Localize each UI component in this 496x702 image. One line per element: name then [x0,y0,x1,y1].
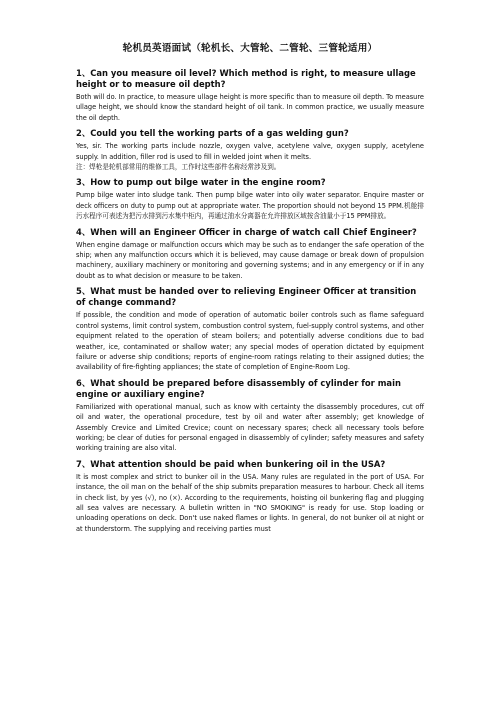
answer-2 [76,141,424,172]
question-3: 3、How to pump out bilge water in the engine room? [76,177,326,188]
qa-section-6 [76,378,424,454]
answer-4: When engine damage or malfunction occurs which may be such as to endanger the safe operation of the ship; when any malfunction occurs which it is believed, may cause damage or break down of propulsion machinery, auxiliary machinery or monitoring and governing systems; and in any emergency or if in any doubt as to what decision or measure to be taken. [76,240,425,280]
answer-2-text: Yes, sir. The working parts include nozzle, oxygen valve, acetylene valve, oxygen supply, acetylene supply. In addition, filler rod is used to fill in welded joint when it melts. [76,142,424,161]
question-1: 1、Can you measure oil level? Which method is right, to measure ullage height or to measure oil depth? [76,68,416,89]
question-5: 5、What must be handed over to relieving Engineer Officer at transition of change command? [76,286,417,308]
qa-section-1 [76,68,424,123]
question-4: 4、When will an Engineer Officer in charge of watch call Chief Engineer? [76,226,417,237]
question-7: 7、What attention should be paid when bunkering oil in the USA? [76,458,386,469]
answer-2-note: 注：焊枪是轮机部常用的维修工具，工作时这些部件名称经常涉及到。 [76,163,281,172]
question-2: 2、Could you tell the working parts of a gas welding gun? [76,128,349,139]
qa-section-3 [76,177,424,221]
answer-6: Familiarized with operational manual, such as know with certainty the disassembly procedures, cut off oil and water, the operational procedure, test by oil and water after assembly; get knowledge of Assembly Crevice and Limited Crevice; count on necessary spares; check all necessary tools before working; be clear of duties for personal engaged in disassembly of cylinder; safety measures and safety working training are also vital. [76,402,424,453]
qa-section-5 [76,286,424,372]
answer-5: If possible, the condition and mode of operation of automatic boiler controls such as flame safeguard control systems, limit control system, combustion control system, fuel-supply control systems, and other equipment related to the operation of steam boilers; and potentially adverse conditions due to bad weather, ice, contaminated or shallow water; any special modes of operation dictated by equipment failure or adverse ship conditions; reports of engine-room ratings relating to their assigned duties; the availability of fire-fighting appliances; the state of completion of Engine-Room Log. [76,311,424,372]
answer-1: Both will do. In practice, to measure ullage height is more specific than to measure oil depth. To measure ullage height, we should know the standard height of oil tank. In common practice, we usually measure the oil depth. [76,93,424,122]
answer-3: Pump bilge water into sludge tank. Then pump bilge water into oily water separator. Enquire master or deck officers on duty to pump out at appropriate water. The proportion should not beyond 15 PPM.机舱排污水程序可表述为把污水排到污水集中柜内，再通过油水分离器在允许排放区域按含油量小于15 PPM排放。 [76,191,424,221]
document-title: 轮机员英语面试（轮机长、大管轮、二管轮、三管轮适用） [122,43,378,54]
answer-7: It is most complex and strict to bunker oil in the USA. Many rules are regulated in the port of USA. For instance, the oil man on the behalf of the ship submits preparation measures to harbour. Check all items in check list, by yes (√), no (×). According to the requirements, hoisting oil bunkering flag and plugging all sea valves are necessary. A bulletin written in "NO SMOKING" is ready for use. Stop loading or unloading operations on deck. Don't use naked flames or lights. In general, do not bunker oil at night or at thunderstorm. The supplying and receiving parties must [76,472,424,533]
question-6: 6、What should be prepared before disassembly of cylinder for main engine or auxiliary engine? [76,377,401,399]
qa-section-7 [76,459,424,534]
qa-section-4 [76,227,424,282]
qa-section-2 [76,128,424,172]
